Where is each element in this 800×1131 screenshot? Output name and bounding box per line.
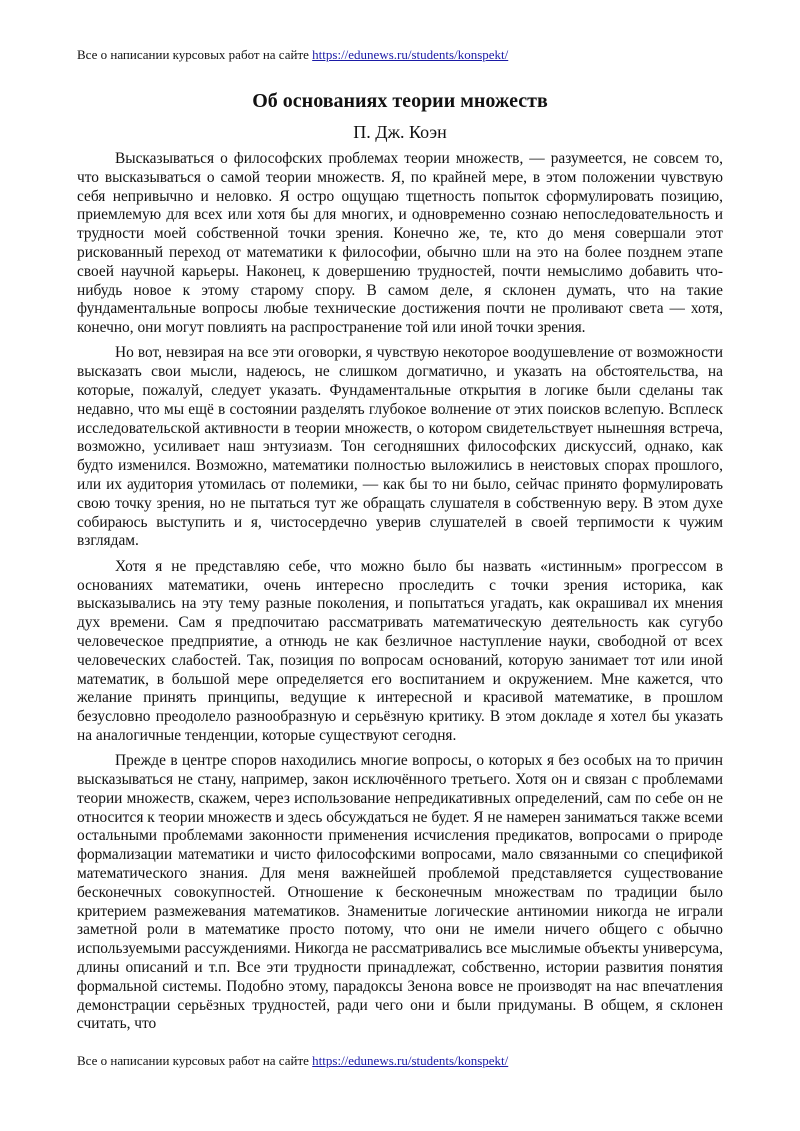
paragraph: Высказываться о философских проблемах теории множеств, — разумеется, не совсем то, что высказываться о самой теории множеств. Я, по крайней мере, в этом положении чувствую себя непривычно и неловко. Я остро ощущаю тщетность попыток сформулировать позицию, приемлемую для всех или хотя бы для многих, и одновременно сознаю непоследовательность и трудности моей собственной точки зрения. Конечно же, те, кто до меня совершали этот рискованный переход от математики к философии, обычно шли на это на более позднем этапе своей научной карьеры. Наконец, к довершению трудностей, почти немыслимо добавить что-нибудь новое к этому старому спору. В самом деле, я склонен думать, что на такие фундаментальные вопросы любые технические достижения почти не проливают света — хотя, конечно, они могут повлиять на распространение той или иной точки зрения. [77, 150, 723, 337]
footer-link[interactable]: https://edunews.ru/students/konspekt/ [312, 1053, 509, 1068]
document-body [77, 150, 723, 1034]
paragraph: Прежде в центре споров находились многие вопросы, о которых я без особых на то причин высказываться не стану, например, закон исключённого третьего. Хотя он и связан с проблемами теории множеств, скажем, через использование непредикативных определений, сам по себе он не относится к теории множеств и здесь обсуждаться не будет. Я не намерен заниматься также всеми остальными проблемами законности применения исчисления предикатов, вопросами о природе формализации математики и чисто философскими вопросами, мало связанными со спецификой математического знания. Для меня важнейшей проблемой представляется существование бесконечных совокупностей. Отношение к бесконечным множествам по традиции было критерием размежевания математиков. Знаменитые логические антиномии никогда не играли заметной роли в математике просто потому, что они не имели ничего общего с обычно используемыми рассуждениями. Никогда не рассматривались все мыслимые объекты универсума, длины описаний и т.п. Все эти трудности принадлежат, собственно, истории развития понятия формальной системы. Подобно этому, парадоксы Зенона вовсе не производят на нас впечатления демонстрации серьёзных трудностей, ради чего они и были придуманы. В общем, я склонен считать, что [77, 752, 723, 1033]
paragraph: Хотя я не представляю себе, что можно было бы назвать «истинным» прогрессом в основаниях математики, очень интересно проследить с точки зрения историка, как высказывались на эту тему разные поколения, и попытаться угадать, как окрашивал их мнения дух времени. Сам я предпочитаю рассматривать математическую деятельность как сугубо человеческое предприятие, а отнюдь не как безличное наступление науки, свободной от всех человеческих слабостей. Так, позиция по вопросам оснований, которую занимает тот или иной математик, в большой мере определяется его воспитанием и окружением. Мне кажется, что желание принять принципы, ведущие к интересной и красивой математике, в прошлом безусловно преодолело разнообразную и серьёзную критику. В этом докладе я хотел бы указать на аналогичные тенденции, которые существуют сегодня. [77, 557, 723, 744]
paragraph: Но вот, невзирая на все эти оговорки, я чувствую некоторое воодушевление от возможности высказать свои мысли, надеюсь, не слишком догматично, и указать на обстоятельства, на которые, пожалуй, следует указать. Фундаментальные открытия в логике были сделаны так недавно, что мы ещё в состоянии разделять глубокое волнение от этих поисков вслепую. Всплеск исследовательской активности в теории множеств, о котором свидетельствует нынешняя встреча, возможно, усиливает наш энтузиазм. Тон сегодняшних философских дискуссий, однако, как будто изменился. Возможно, математики полностью выложились в неистовых спорах прошлого, или их аудитория утомилась от полемики, — как бы то ни было, сейчас принято формулировать свою точку зрения, но не пытаться тут же обращать слушателя в собственную веру. В этом духе собираюсь выступить и я, чистосердечно уверив слушателей в своей терпимости к чужим взглядам. [77, 344, 723, 550]
footer-note [77, 1053, 508, 1069]
header-prefix: Все о написании курсовых работ на сайте [77, 47, 313, 62]
footer-prefix: Все о написании курсовых работ на сайте [77, 1053, 313, 1068]
document-title: Об основаниях теории множеств [252, 90, 548, 112]
document-author: П. Дж. Коэн [353, 122, 447, 142]
header-link[interactable]: https://edunews.ru/students/konspekt/ [312, 47, 509, 62]
